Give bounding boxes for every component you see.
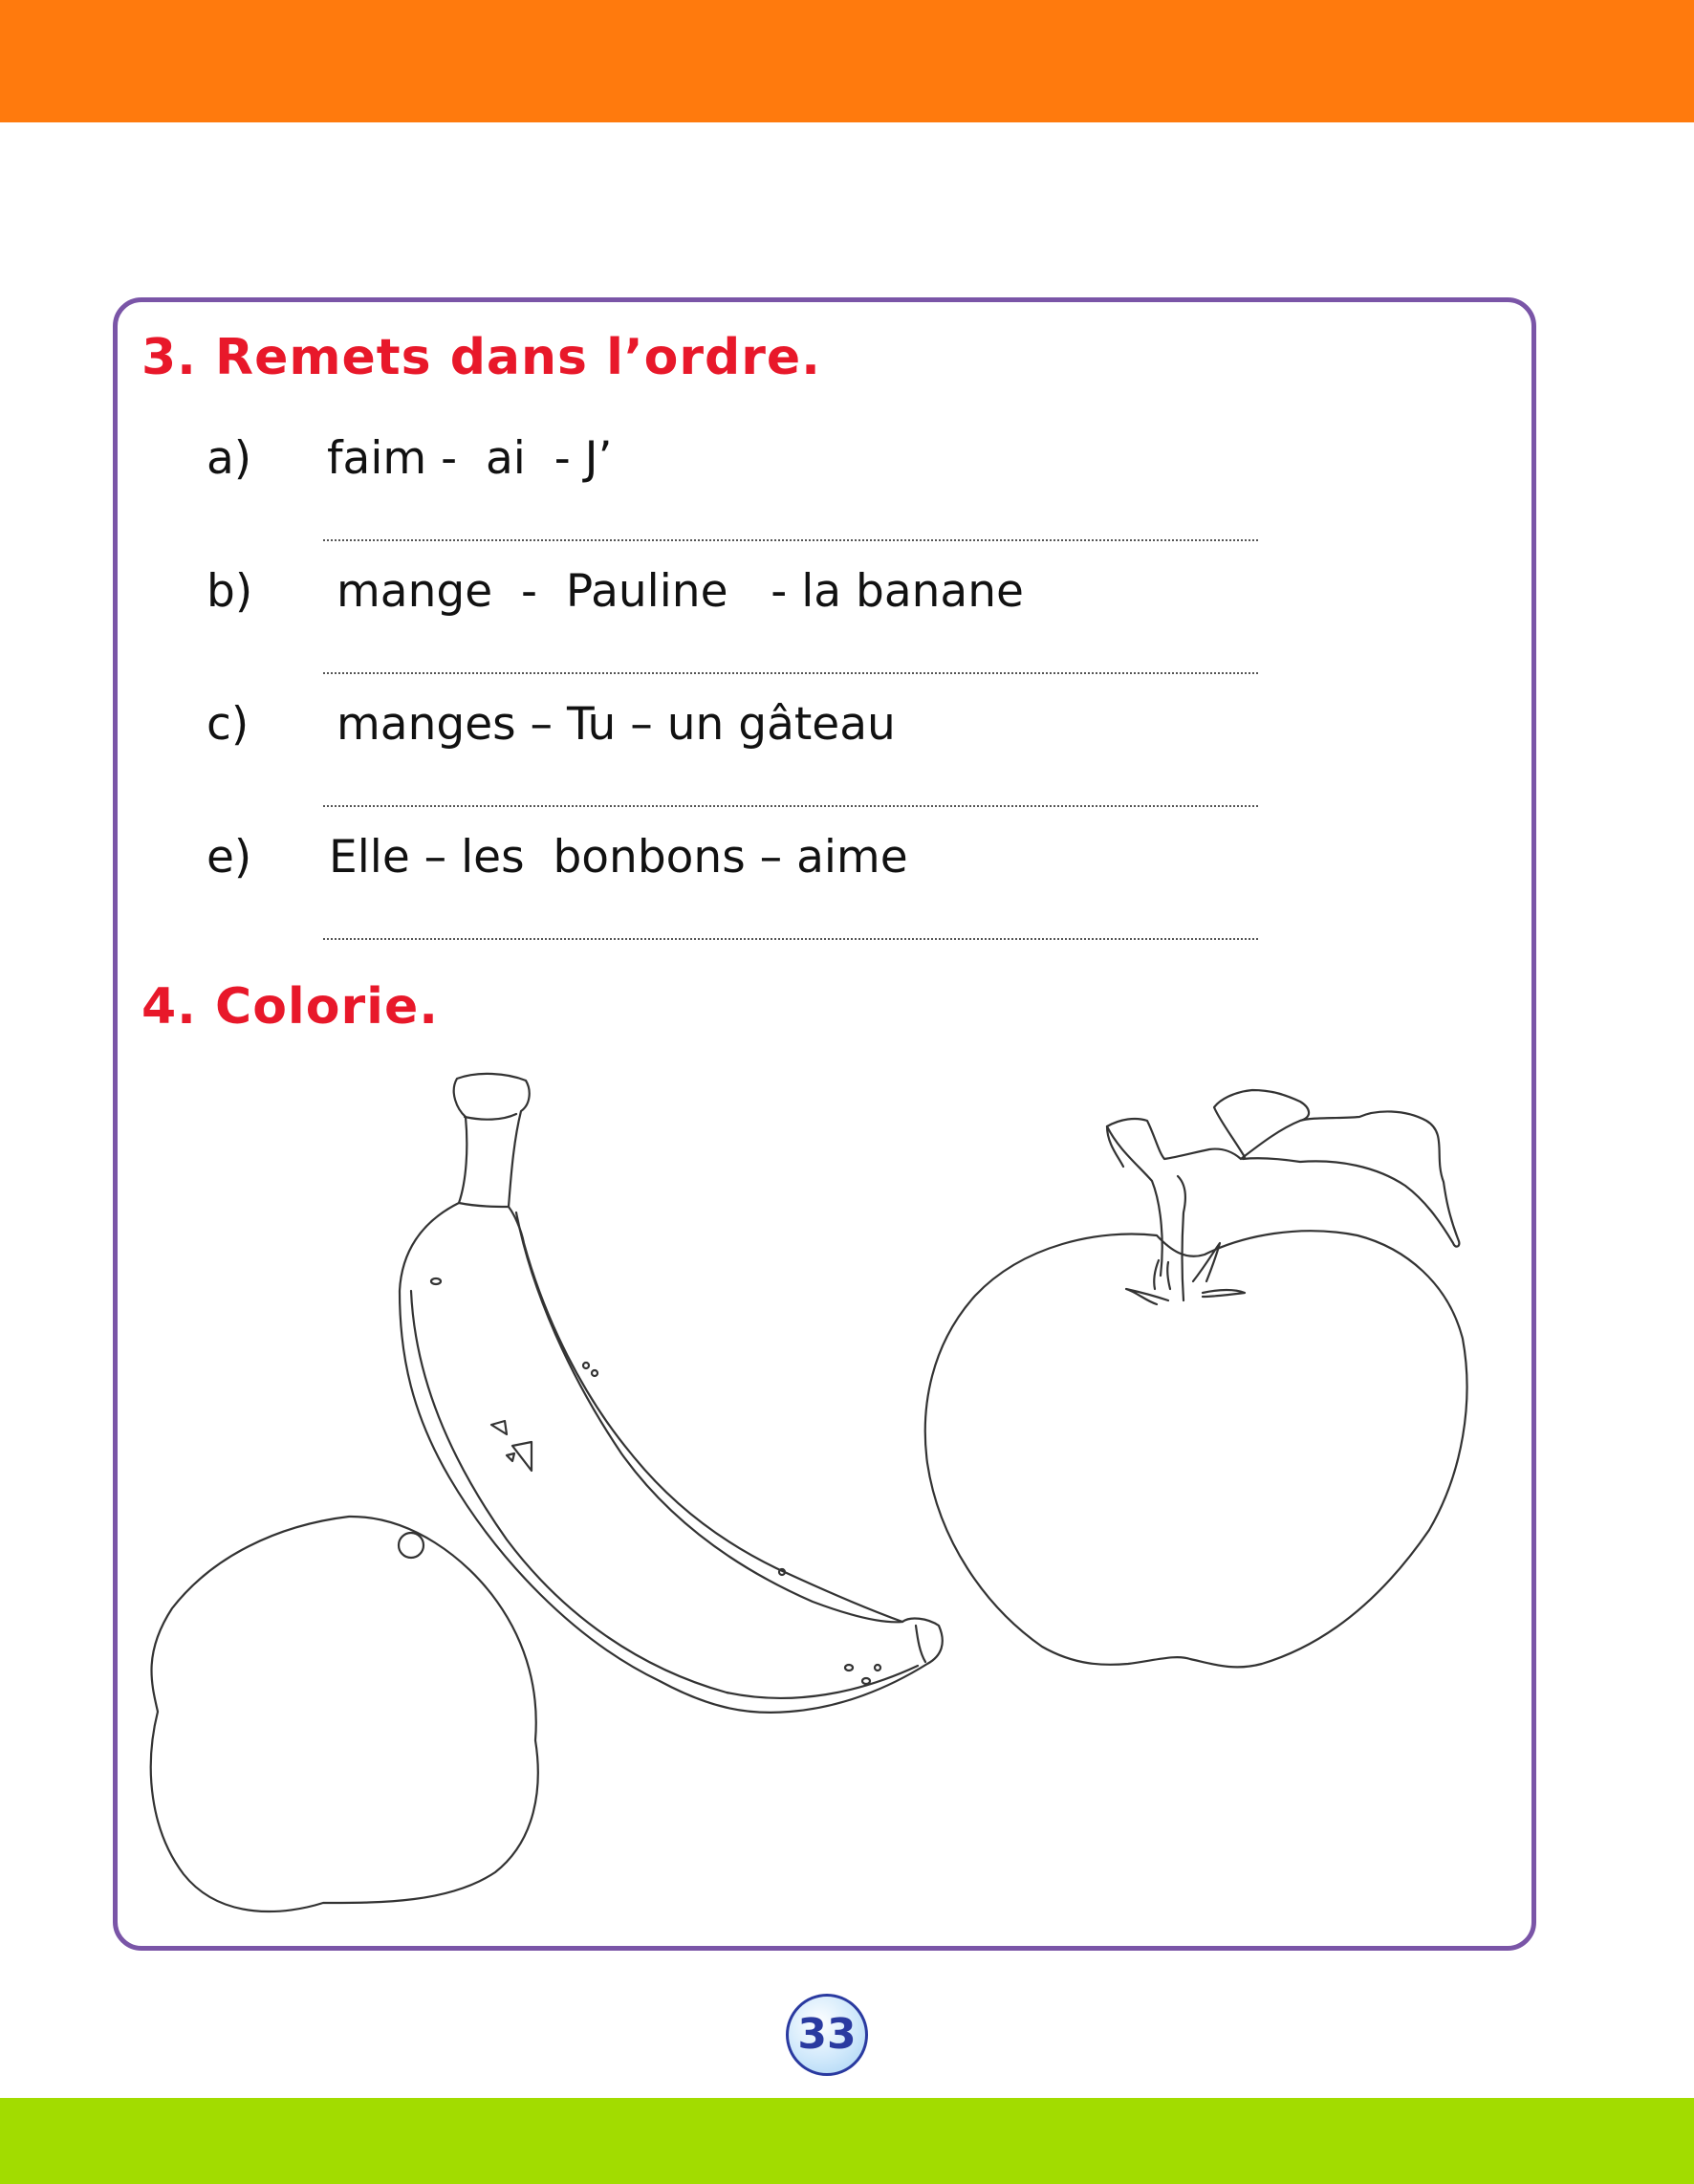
exercise-4-heading: 4. Colorie. [141,978,439,1036]
page-number: 33 [797,2010,857,2059]
orange-drawing[interactable] [151,1517,538,1911]
item-words: faim - ai - J’ [327,432,613,485]
banana-drawing[interactable] [400,1074,943,1713]
orange-stem-spot [399,1533,424,1558]
item-words: mange - Pauline - la banane [337,565,1024,618]
item-letter: b) [206,565,253,618]
footer-bar [0,2098,1694,2184]
page-number-badge [786,1994,868,2076]
item-words: manges – Tu – un gâteau [337,698,896,751]
exercise-3-heading: 3. Remets dans l’ordre. [141,329,821,386]
item-letter: a) [206,432,252,485]
apple-drawing[interactable] [925,1090,1467,1667]
item-letter: c) [206,698,250,751]
item-letter: e) [206,831,252,884]
item-words: Elle – les bonbons – aime [329,831,908,884]
